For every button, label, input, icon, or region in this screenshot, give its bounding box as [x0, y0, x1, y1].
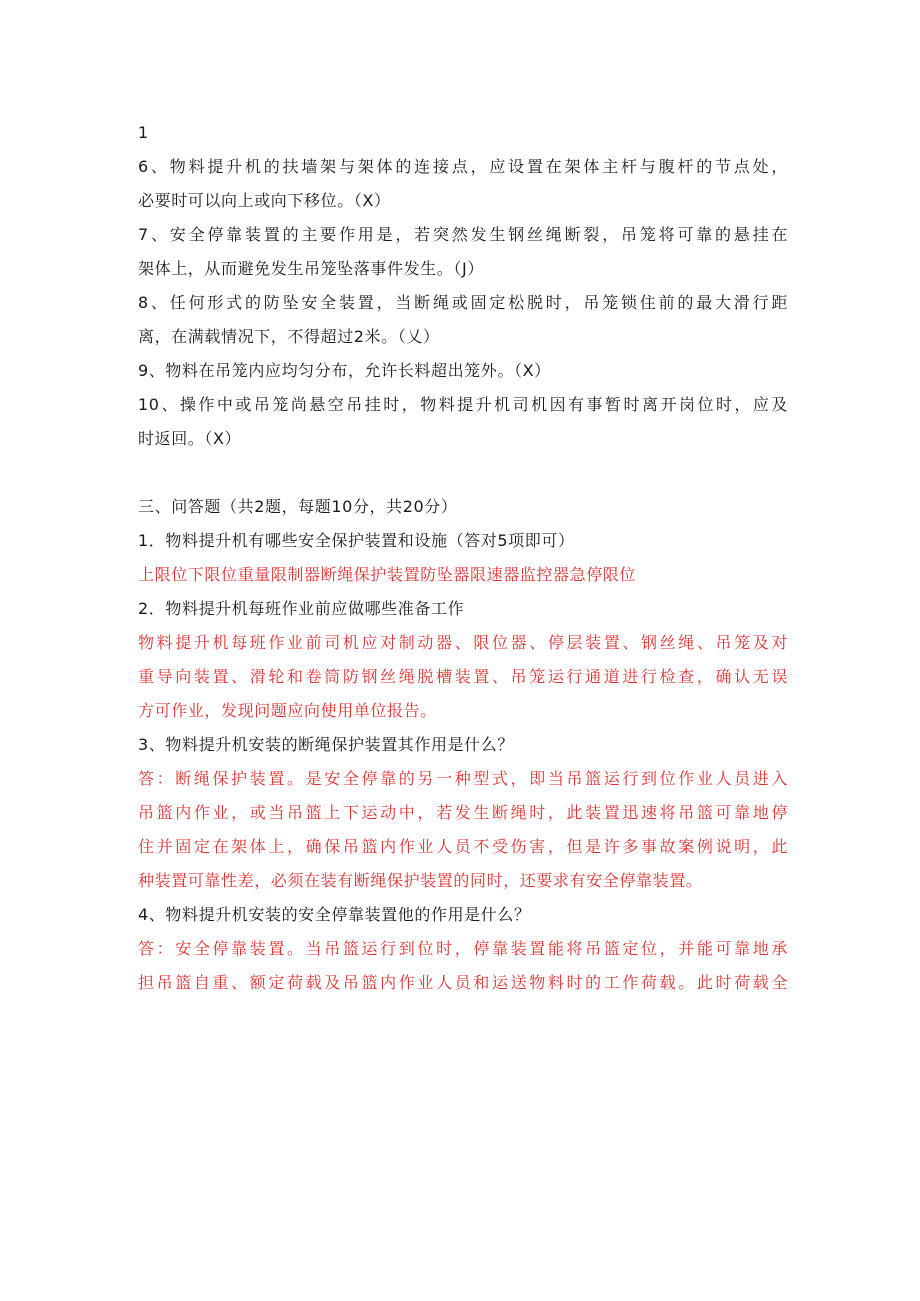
answer-1-line-1: 上限位下限位重量限制器断绳保护装置防坠器限速器监控器急停限位 — [138, 565, 637, 584]
page-number: 1 — [138, 123, 149, 142]
judgement-item-7-line-2: 架体上，从而避免发生吊笼坠落事件发生。（J） — [138, 259, 484, 278]
answer-4-line-2: 担吊篮自重、额定荷载及吊篮内作业人员和运送物料时的工作荷载。此时荷载全 — [138, 973, 788, 992]
judgement-item-6-line-2: 必要时可以向上或向下移位。（X） — [138, 191, 391, 210]
question-1: 1．物料提升机有哪些安全保护装置和设施（答对5项即可） — [138, 531, 575, 550]
judgement-item-10-line-1: 10、操作中或吊笼尚悬空吊挂时，物料提升机司机因有事暂时离开岗位时，应及 — [138, 395, 788, 414]
judgement-item-10-line-2: 时返回。（X） — [138, 429, 242, 448]
question-4: 4、物料提升机安装的安全停靠装置他的作用是什么？ — [138, 905, 531, 924]
answer-2-line-3: 方可作业，发现问题应向使用单位报告。 — [138, 701, 437, 720]
answer-3-line-4: 种装置可靠性差，必须在装有断绳保护装置的同时，还要求有安全停靠装置。 — [138, 871, 703, 890]
answer-2-line-1: 物料提升机每班作业前司机应对制动器、限位器、停层装置、钢丝绳、吊笼及对 — [138, 633, 788, 652]
judgement-item-9-line-1: 9、物料在吊笼内应均匀分布，允许长料超出笼外。（X） — [138, 361, 551, 380]
document-body — [138, 116, 788, 1000]
judgement-item-8-line-2: 离，在满载情况下，不得超过2米。（乂） — [138, 327, 440, 346]
qa-section-heading: 三、问答题（共2题，每题10分，共20分） — [138, 497, 458, 516]
answer-3-line-1: 答：断绳保护装置。是安全停靠的另一种型式，即当吊篮运行到位作业人员进入 — [138, 769, 788, 788]
answer-4-line-1: 答：安全停靠装置。当吊篮运行到位时，停靠装置能将吊篮定位，并能可靠地承 — [138, 939, 788, 958]
question-3: 3、物料提升机安装的断绳保护装置其作用是什么？ — [138, 735, 514, 754]
judgement-item-8-line-1: 8、任何形式的防坠安全装置，当断绳或固定松脱时，吊笼锁住前的最大滑行距 — [138, 293, 788, 312]
section-spacer — [138, 456, 788, 490]
answer-3-line-3: 住并固定在架体上，确保吊篮内作业人员不受伤害，但是许多事故案例说明，此 — [138, 837, 788, 856]
judgement-item-6-line-1: 6、物料提升机的扶墙架与架体的连接点，应设置在架体主杆与腹杆的节点处， — [138, 157, 788, 176]
answer-3-line-2: 吊篮内作业，或当吊篮上下运动中，若发生断绳时，此装置迅速将吊篮可靠地停 — [138, 803, 788, 822]
answer-2-line-2: 重导向装置、滑轮和卷筒防钢丝绳脱槽装置、吊笼运行通道进行检查，确认无误 — [138, 667, 788, 686]
question-2: 2．物料提升机每班作业前应做哪些准备工作 — [138, 599, 465, 618]
judgement-item-7-line-1: 7、安全停靠装置的主要作用是，若突然发生钢丝绳断裂，吊笼将可靠的悬挂在 — [138, 225, 788, 244]
